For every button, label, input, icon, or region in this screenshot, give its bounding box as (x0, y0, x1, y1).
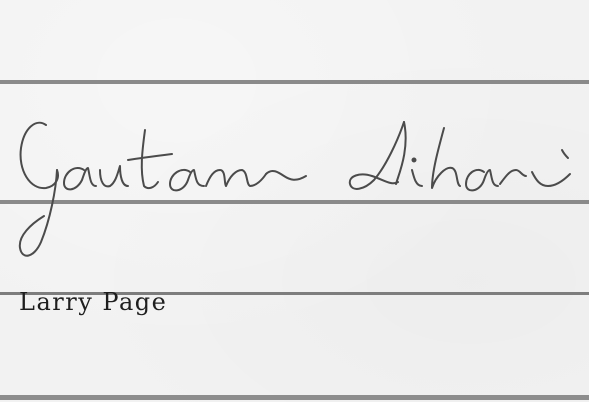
printed-name: Larry Page (19, 288, 168, 316)
